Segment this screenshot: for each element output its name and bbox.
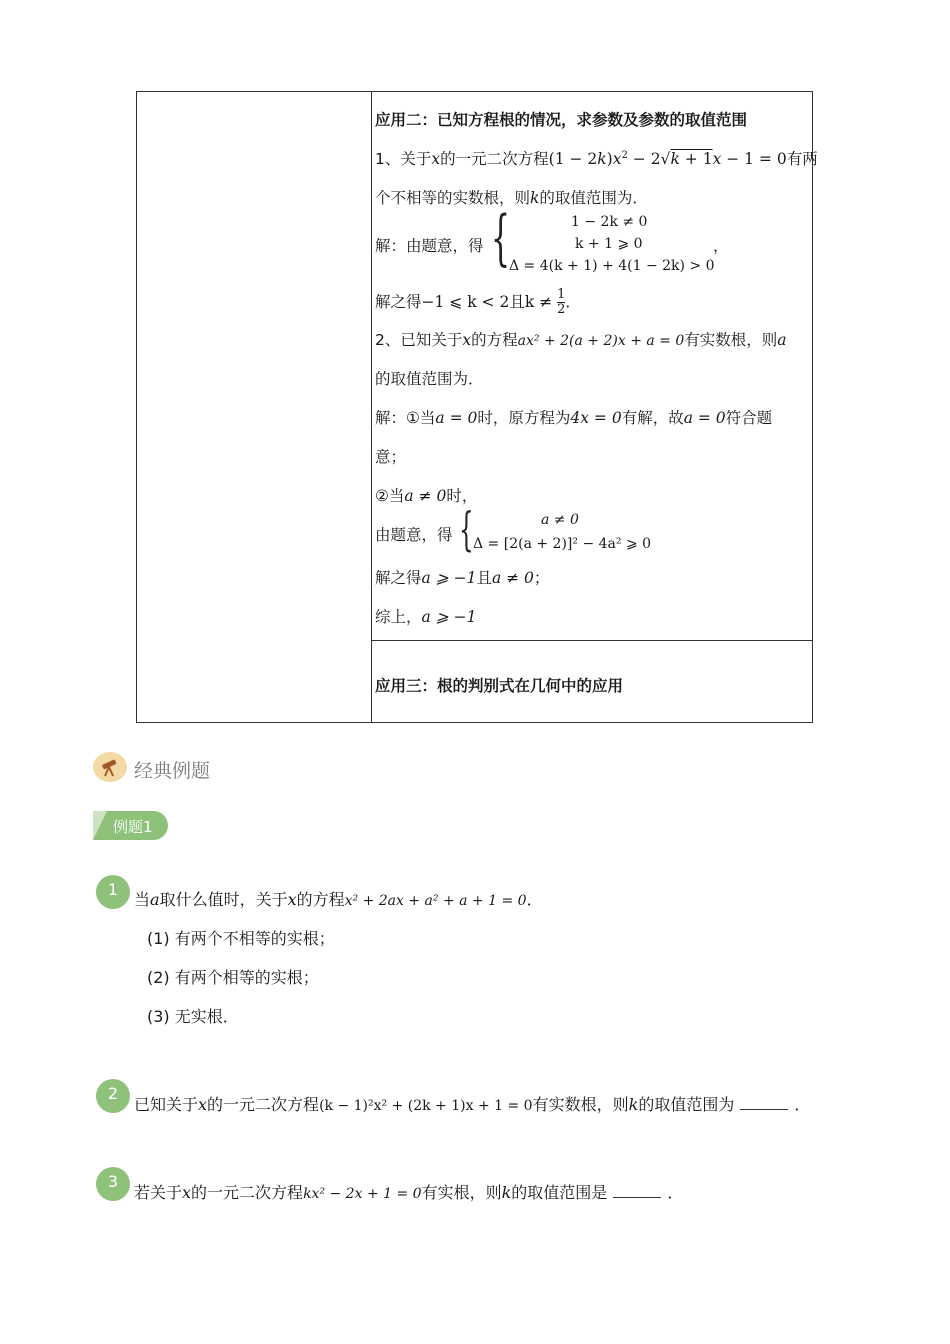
question-1-sub-3: (3) 无实根． [147, 1007, 239, 1026]
question-1-sub-1: (1) 有两个不相等的实根； [147, 929, 335, 948]
solution-1-label: 解：由题意，得 [375, 237, 484, 255]
var-x: x [462, 331, 472, 349]
text: 已知关于 [134, 1095, 199, 1114]
text: 的方程 [296, 890, 345, 909]
system-2-row-1: a ≠ 0 [541, 512, 579, 528]
equation: x² + 2ax + a² + a + 1 = 0 [344, 893, 527, 909]
text: 时， [446, 487, 478, 505]
question-number-2: 2 [96, 1079, 130, 1113]
text: ． [794, 1095, 811, 1114]
var-k: k [501, 1183, 512, 1202]
text: 有实数根，则 [684, 331, 778, 349]
brace-system-1: { [491, 203, 511, 273]
brace-system-2: { [459, 502, 474, 556]
fraction-one-half: $\frac{1}{2}$ [557, 287, 566, 317]
text: 的取值范围是 [511, 1183, 608, 1202]
text: 的一元二次方程 [207, 1095, 320, 1114]
problem-1-line-2 [375, 186, 648, 208]
math: a = 0 [435, 409, 478, 427]
text: 有实根，则 [421, 1183, 502, 1202]
text: 的方程 [471, 331, 518, 349]
text: 的一元二次方程 [191, 1183, 304, 1202]
equation-2: ax² + 2(a + 2)x + a = 0 [517, 333, 685, 349]
text: 且 [476, 569, 492, 587]
system-1-row-3: Δ = 4(k + 1) + 4(1 − 2k) > 0 [509, 258, 715, 274]
example-tag-label: 例题1 [113, 818, 153, 836]
result-2 [375, 566, 549, 588]
text: 符合题 [725, 409, 773, 427]
text: 2、已知关于 [375, 331, 463, 349]
heading-application-3: 应用三：根的判别式在几何中的应用 [375, 677, 624, 695]
math: a ⩾ −1 [421, 569, 477, 587]
knowledge-table [136, 91, 818, 723]
solution-2-line-1 [375, 406, 772, 428]
text: 解之得 [375, 293, 422, 311]
text: 若关于 [134, 1183, 183, 1202]
text: 时，原方程为 [477, 409, 571, 427]
var-x: x [287, 890, 297, 909]
telescope-icon [93, 752, 127, 782]
tag-fold [93, 811, 107, 840]
equation-1: $(1 - 2k)x^2 - 2√k + 1x - 1 = 0$ [548, 149, 787, 168]
math: a = 0 [683, 409, 726, 427]
text: ． [526, 890, 543, 909]
problem-2-line-1 [375, 328, 787, 350]
question-2-text [134, 1092, 810, 1115]
result-1: 解之得−1 ⩽ k < 2且k ≠ $\frac{1}{2}$ ． [375, 287, 581, 317]
answer-blank[interactable] [613, 1183, 661, 1198]
math: a ≠ 0 [491, 569, 534, 587]
var-k: k [628, 1095, 639, 1114]
question-number-1: 1 [96, 875, 130, 909]
problem-2-line-2 [375, 367, 484, 389]
text: ； [533, 569, 550, 587]
summary [375, 605, 476, 627]
var-x: x [182, 1183, 192, 1202]
answer-blank[interactable] [740, 1095, 788, 1110]
system-1-row-2: k + 1 ⩾ 0 [575, 236, 643, 252]
text: 的一元二次方程 [440, 150, 549, 168]
math: a ⩾ −1 [421, 608, 477, 626]
text: 的取值范围为． [375, 370, 484, 388]
question-1-sub-2: (2) 有两个相等的实根； [147, 968, 319, 987]
text: 有实数根，则 [532, 1095, 629, 1114]
problem-1-line-1 [375, 147, 818, 169]
text: ②当 [375, 487, 405, 505]
text: 1、关于 [375, 150, 432, 168]
math: −1 ⩽ k < 2 [421, 293, 510, 311]
text: 取什么值时，关于 [159, 890, 288, 909]
question-number-3: 3 [96, 1167, 130, 1201]
question-1-text [134, 887, 543, 910]
text: 个不相等的实数根，则 [375, 189, 531, 207]
solution-2-label: 由题意，得 [375, 526, 453, 544]
math: a ≠ 0 [404, 487, 447, 505]
text: 解：①当 [375, 409, 436, 427]
text: 的取值范围为． [539, 189, 648, 207]
heading-application-2: 应用二：已知方程根的情况，求参数及参数的取值范围 [375, 111, 748, 129]
example-tag [93, 811, 168, 840]
table-divider-vertical [371, 92, 372, 722]
system-1-comma: ， [713, 237, 729, 255]
section-title: 经典例题 [134, 760, 211, 782]
question-3-text [134, 1180, 683, 1203]
var-a: a [150, 890, 160, 909]
text: ． [667, 1183, 684, 1202]
equation: kx² − 2x + 1 = 0 [303, 1186, 422, 1202]
text: 的取值范围为 [638, 1095, 735, 1114]
equation: (k − 1)²x² + (2k + 1)x + 1 = 0 [319, 1098, 533, 1114]
text: 综上， [375, 608, 422, 626]
system-1-row-1: 1 − 2k ≠ 0 [571, 214, 648, 230]
text: 且 [509, 293, 525, 311]
var-a: a [777, 331, 787, 349]
text: 有两 [786, 150, 818, 168]
solution-2-line-2: 意； [375, 448, 407, 466]
math: k ≠ [524, 293, 553, 311]
text: 当 [134, 890, 151, 909]
text: 解之得 [375, 569, 422, 587]
var-k: k [530, 189, 540, 207]
table-divider-horizontal [371, 640, 812, 641]
math: 4x = 0 [570, 409, 622, 427]
telescope-glyph [99, 756, 121, 778]
var-x: x [431, 150, 441, 168]
text: 有解，故 [621, 409, 684, 427]
var-x: x [198, 1095, 208, 1114]
system-2-row-2: Δ = [2(a + 2)]² − 4a² ⩾ 0 [473, 536, 652, 552]
